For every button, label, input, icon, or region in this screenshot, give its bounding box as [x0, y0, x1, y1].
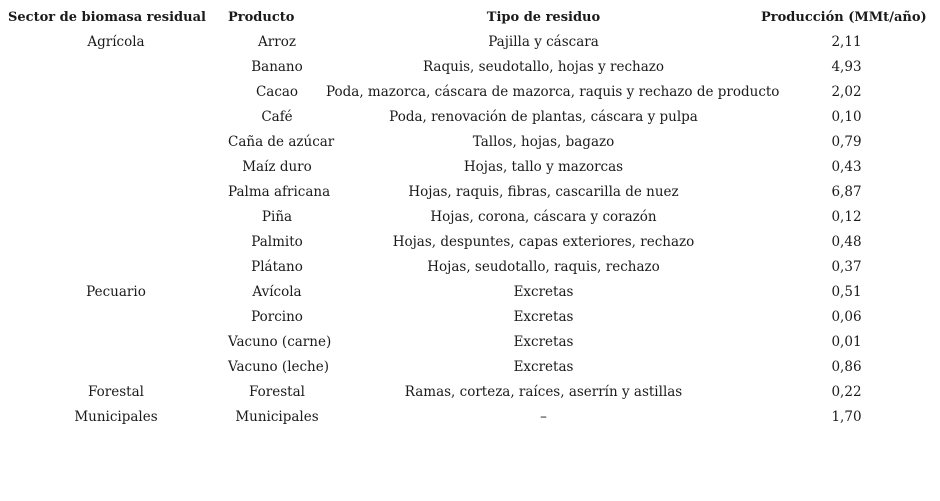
cell-residue-type: –	[540, 409, 547, 425]
cell-production: 0,43	[831, 159, 862, 175]
biomass-residue-table	[4, 5, 927, 430]
cell-production: 6,87	[831, 184, 862, 200]
cell-residue-type: Poda, renovación de plantas, cáscara y pulpa	[389, 109, 698, 125]
header-sector: Sector de biomasa residual	[8, 10, 206, 25]
table-row	[4, 355, 872, 380]
cell-production: 2,11	[831, 34, 862, 50]
cell-production: 0,79	[831, 134, 862, 150]
table-body	[4, 30, 872, 430]
cell-production: 0,51	[831, 284, 862, 300]
cell-residue-type: Poda, mazorca, cáscara de mazorca, raquis y rechazo de producto	[326, 84, 780, 100]
cell-product: Banano	[251, 59, 303, 75]
cell-production: 1,70	[831, 409, 862, 425]
cell-sector: Municipales	[74, 409, 158, 425]
cell-sector	[4, 305, 228, 330]
cell-sector	[4, 155, 228, 180]
cell-product: Piña	[261, 209, 293, 225]
cell-product: Maíz duro	[242, 159, 312, 175]
cell-product: Vacuno (carne)	[228, 334, 332, 350]
cell-sector	[4, 230, 228, 255]
table-row	[4, 380, 872, 405]
cell-residue-type: Hojas, seudotallo, raquis, rechazo	[427, 259, 660, 275]
cell-sector	[4, 130, 228, 155]
table-row	[4, 255, 872, 280]
cell-product: Caña de azúcar	[228, 134, 335, 150]
cell-product: Avícola	[252, 284, 302, 300]
table-row	[4, 230, 872, 255]
cell-product: Vacuno (leche)	[228, 359, 330, 375]
table-row	[4, 55, 872, 80]
cell-sector	[4, 330, 228, 355]
cell-product: Forestal	[249, 384, 305, 400]
table-row	[4, 180, 872, 205]
header-production: Producción (MMt/año)	[761, 10, 927, 25]
cell-production: 0,48	[831, 234, 862, 250]
cell-residue-type: Ramas, corteza, raíces, aserrín y astillas	[404, 384, 683, 400]
cell-product: Porcino	[251, 309, 303, 325]
cell-production: 4,93	[831, 59, 862, 75]
cell-production: 0,86	[831, 359, 862, 375]
table-row	[4, 330, 872, 355]
cell-sector: Pecuario	[86, 284, 146, 300]
cell-sector: Forestal	[88, 384, 144, 400]
cell-residue-type: Raquis, seudotallo, hojas y rechazo	[422, 59, 665, 75]
cell-sector	[4, 255, 228, 280]
cell-product: Municipales	[235, 409, 319, 425]
header-residue-type: Tipo de residuo	[486, 10, 601, 25]
table-header-row	[4, 5, 872, 30]
cell-residue-type: Excretas	[513, 334, 574, 350]
cell-production: 0,22	[831, 384, 862, 400]
cell-residue-type: Hojas, tallo y mazorcas	[463, 159, 624, 175]
cell-product: Cacao	[255, 84, 299, 100]
cell-sector	[4, 180, 228, 205]
cell-product: Palmito	[251, 234, 303, 250]
table-row	[4, 280, 872, 305]
cell-residue-type: Pajilla y cáscara	[488, 34, 599, 50]
cell-residue-type: Hojas, despuntes, capas exteriores, rechazo	[392, 234, 695, 250]
cell-production: 0,12	[831, 209, 862, 225]
cell-sector	[4, 105, 228, 130]
cell-sector	[4, 355, 228, 380]
cell-residue-type: Excretas	[513, 309, 574, 325]
cell-sector	[4, 55, 228, 80]
table-row	[4, 105, 872, 130]
cell-residue-type: Excretas	[513, 284, 574, 300]
table-row	[4, 30, 872, 55]
table-row	[4, 205, 872, 230]
cell-residue-type: Tallos, hojas, bagazo	[472, 134, 615, 150]
cell-product: Plátano	[251, 259, 303, 275]
table-row	[4, 305, 872, 330]
cell-sector: Agrícola	[87, 34, 145, 50]
table-row	[4, 130, 872, 155]
cell-product: Arroz	[258, 34, 296, 50]
table-row	[4, 80, 872, 105]
cell-production: 0,37	[831, 259, 862, 275]
cell-sector	[4, 80, 228, 105]
cell-production: 0,06	[831, 309, 862, 325]
table-row	[4, 405, 872, 430]
cell-production: 0,10	[831, 109, 862, 125]
cell-product: Palma africana	[228, 184, 331, 200]
cell-sector	[4, 205, 228, 230]
cell-residue-type: Hojas, raquis, fibras, cascarilla de nuez	[408, 184, 679, 200]
cell-product: Café	[261, 109, 293, 125]
header-product: Producto	[228, 10, 295, 25]
cell-production: 2,02	[831, 84, 862, 100]
cell-production: 0,01	[831, 334, 862, 350]
cell-residue-type: Excretas	[513, 359, 574, 375]
cell-residue-type: Hojas, corona, cáscara y corazón	[430, 209, 657, 225]
table-row	[4, 155, 872, 180]
